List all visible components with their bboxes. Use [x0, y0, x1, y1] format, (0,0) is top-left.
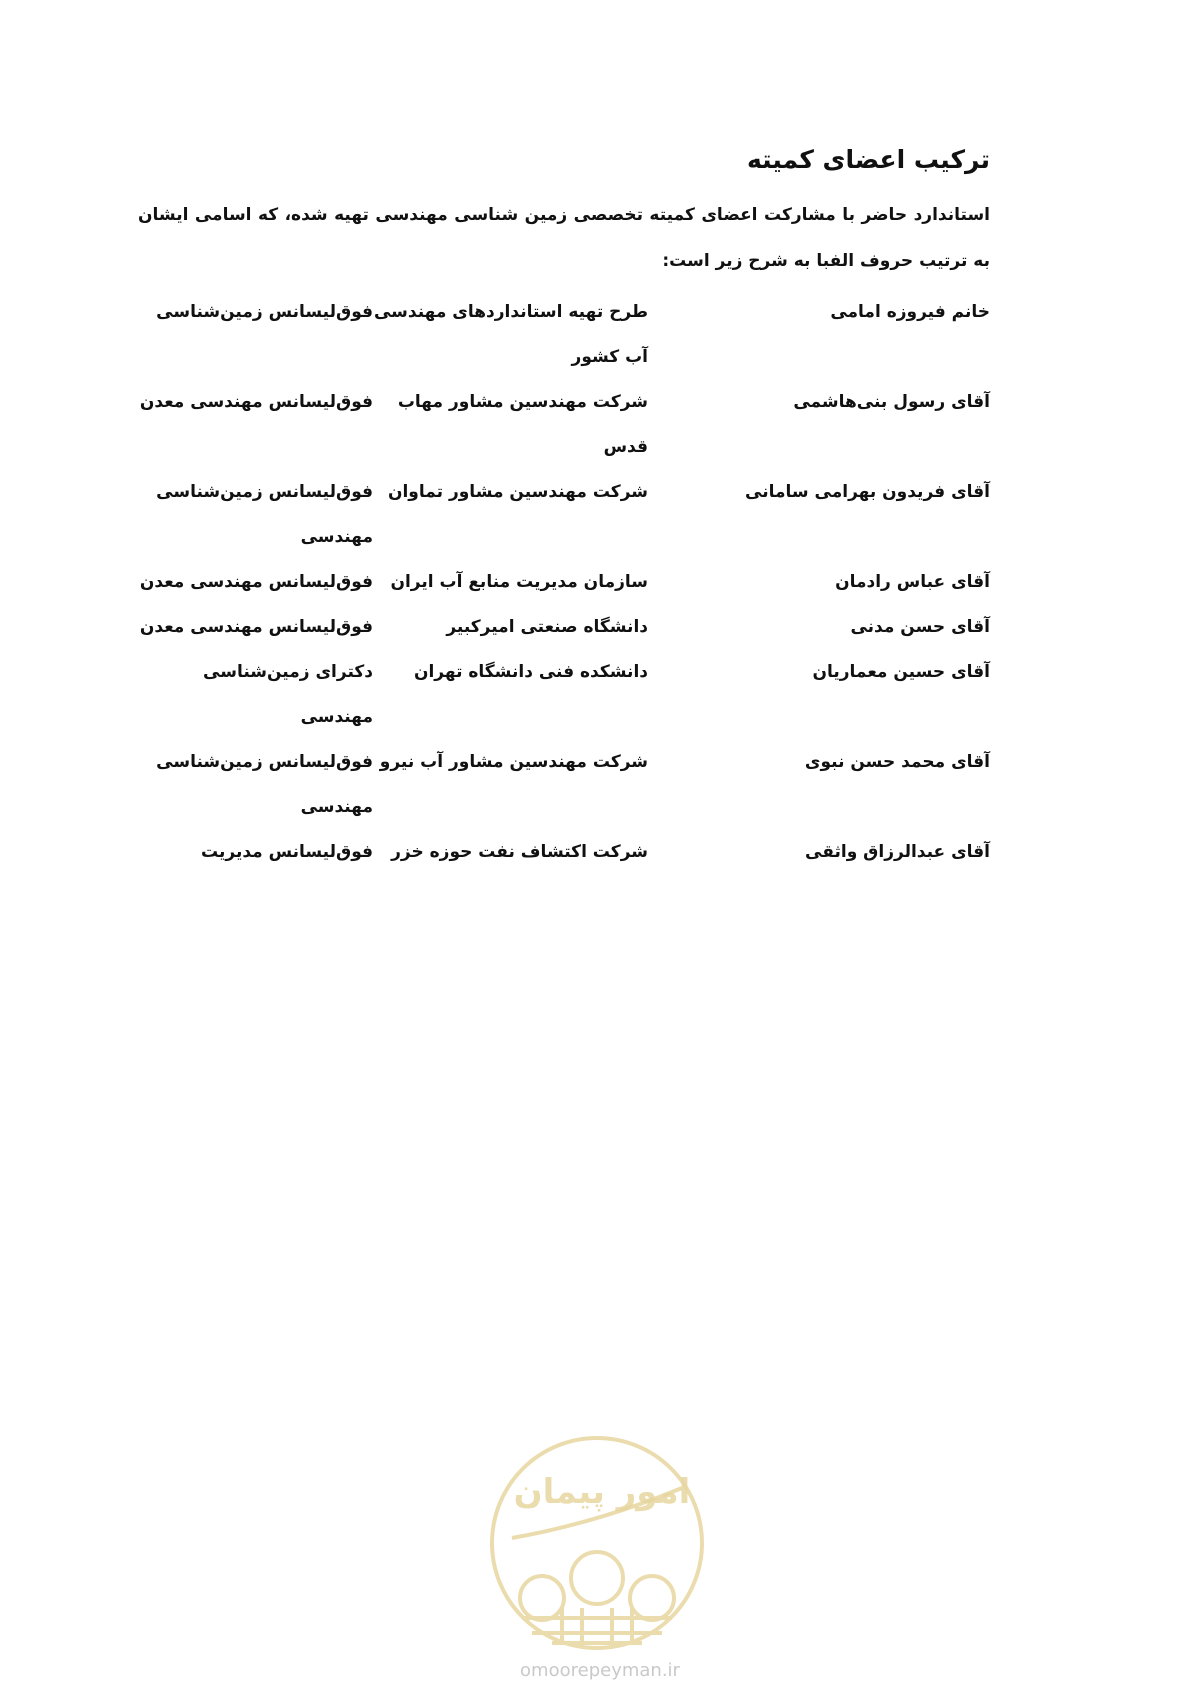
- member-degree: فوق‌لیسانس مهندسی معدن: [139, 572, 373, 592]
- member-degree: فوق‌لیسانس مهندسی معدن: [139, 617, 373, 637]
- member-row: [138, 380, 990, 470]
- members-table: [138, 290, 990, 875]
- watermark-logo: [482, 1428, 712, 1658]
- member-row: [138, 740, 990, 830]
- member-organization: شرکت مهندسین مشاور تماوان: [387, 482, 648, 502]
- member-name: آقای رسول بنی‌هاشمی: [793, 392, 990, 412]
- member-row: [138, 290, 990, 380]
- intro-paragraph: استاندارد حاضر با مشارکت اعضای کمیته تخصصی زمین شناسی مهندسی تهیه شده، که اسامی ایشان به ترتیب حروف الفبا به شرح زیر است:: [138, 205, 990, 271]
- member-organization: دانشگاه صنعتی امیرکبیر: [446, 617, 648, 637]
- member-name: آقای عبدالرزاق واثقی: [805, 842, 990, 862]
- committee-section: [138, 140, 990, 875]
- member-name: آقای حسین معماریان: [812, 662, 990, 682]
- section-title: ترکیب اعضای کمیته: [746, 145, 990, 174]
- member-row: [138, 470, 990, 560]
- member-organization: سازمان مدیریت منابع آب ایران: [390, 572, 648, 592]
- member-organization: دانشکده فنی دانشگاه تهران: [413, 662, 648, 682]
- member-organization: شرکت مهندسین مشاور مهاب قدس: [397, 392, 648, 457]
- member-name: آقای عباس رادمان: [835, 572, 990, 592]
- member-name: آقای محمد حسن نبوی: [804, 752, 990, 772]
- member-organization: شرکت اکتشاف نفت حوزه خزر: [391, 842, 648, 862]
- member-organization: شرکت مهندسین مشاور آب نیرو: [379, 752, 648, 772]
- member-row: [138, 650, 990, 740]
- member-degree: فوق‌لیسانس زمین‌شناسی مهندسی: [156, 752, 373, 817]
- member-degree: دکترای زمین‌شناسی مهندسی: [203, 662, 373, 727]
- member-row: [138, 605, 990, 650]
- member-row: [138, 830, 990, 875]
- member-name: آقای حسن مدنی: [850, 617, 990, 637]
- watermark-logo-text: امور پیمان: [513, 1472, 691, 1512]
- member-degree: فوق‌لیسانس زمین‌شناسی مهندسی: [156, 482, 373, 547]
- member-degree: فوق‌لیسانس مدیریت: [200, 842, 373, 862]
- watermark-site: omoorepeyman.ir: [520, 1660, 680, 1681]
- member-name: آقای فریدون بهرامی سامانی: [745, 482, 990, 502]
- member-row: [138, 560, 990, 605]
- member-degree: فوق‌لیسانس زمین‌شناسی: [156, 302, 373, 322]
- member-organization: طرح تهیه استانداردهای مهندسی آب کشور: [373, 302, 648, 367]
- member-name: خانم فیروزه امامی: [830, 302, 990, 322]
- member-degree: فوق‌لیسانس مهندسی معدن: [139, 392, 373, 412]
